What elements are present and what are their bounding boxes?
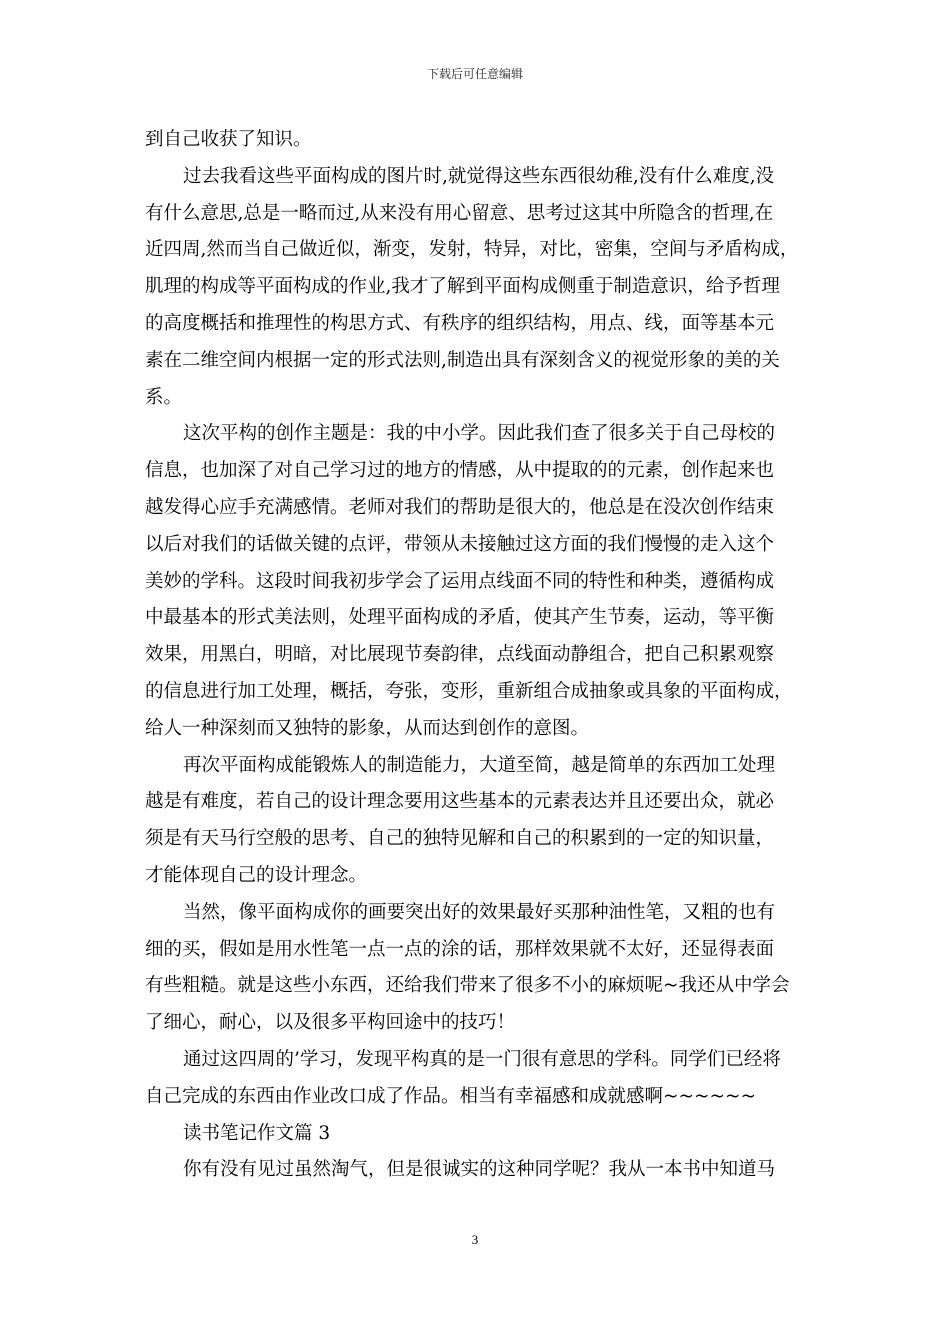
text-line: 美妙的学科。这段时间我初步学会了运用点线面不同的特性和种类，遵循构成 <box>145 570 775 592</box>
document-body <box>145 122 810 1189</box>
text-line: 这次平构的创作主题是：我的中小学。因此我们查了很多关于自己母校的 <box>183 423 776 445</box>
text-line: 给人一种深刻而又独特的影象，从而达到创作的意图。 <box>145 717 590 739</box>
text-line: 系。 <box>145 386 183 408</box>
text-line: 近四周,然而当自己做近似，渐变，发射，特异，对比，密集，空间与矛盾构成， <box>145 239 799 261</box>
text-line: 当然，像平面构成你的画要突出好的效果最好买那种油性笔，又粗的也有 <box>183 901 776 923</box>
text-line: 了细心，耐心，以及很多平构回途中的技巧！ <box>145 1012 516 1034</box>
text-line: 通过这四周的’学习，发现平构真的是一门很有意思的学科。同学们已经将 <box>183 1048 781 1070</box>
text-line: 越是有难度，若自己的设计理念要用这些基本的元素表达并且还要出众，就必 <box>145 791 775 813</box>
text-line: 过去我看这些平面构成的图片时,就觉得这些东西很幼稚,没有什么难度,没 <box>183 165 775 187</box>
page-number: 3 <box>471 1232 479 1247</box>
text-line: 有些粗糙。就是这些小东西，还给我们带来了很多不小的麻烦呢~我还从中学会 <box>145 975 790 997</box>
text-line: 须是有天马行空般的思考、自己的独特见解和自己的积累到的一定的知识量， <box>145 828 775 850</box>
text-line: 以后对我们的话做关键的点评，带领从未接触过这方面的我们慢慢的走入这个 <box>145 533 775 555</box>
text-line: 自己完成的东西由作业改口成了作品。相当有幸福感和成就感啊~~~~~~ <box>145 1085 757 1107</box>
text-line: 才能体现自己的设计理念。 <box>145 864 368 886</box>
text-line: 肌理的构成等平面构成的作业,我才了解到平面构成侧重于制造意识，给予哲理 <box>145 276 780 298</box>
text-line: 的信息进行加工处理，概括，夸张，变形，重新组合成抽象或具象的平面构成， <box>145 680 793 702</box>
text-line: 再次平面构成能锻炼人的制造能力，大道至简，越是简单的东西加工处理 <box>183 754 776 776</box>
text-line: 效果，用黑白，明暗，对比展现节奏韵律，点线面动静组合，把自己积累观察 <box>145 644 775 666</box>
text-line: 有什么意思,总是一略而过,从来没有用心留意、思考过这其中所隐含的哲理,在 <box>145 202 774 224</box>
text-line: 到自己收获了知识。 <box>145 129 312 150</box>
text-line: 越发得心应手充满感情。老师对我们的帮助是很大的，他总是在没次创作结束 <box>145 496 775 518</box>
text-line: 素在二维空间内根据一定的形式法则,制造出具有深刻含义的视觉形象的美的关 <box>145 349 780 371</box>
text-line: 中最基本的形式美法则，处理平面构成的矛盾，使其产生节奏，运动，等平衡 <box>145 607 775 629</box>
page-header: 下载后可任意编辑 <box>426 67 523 81</box>
text-line: 读书笔记作文篇 3 <box>183 1122 331 1144</box>
text-line: 细的买，假如是用水性笔一点一点的涂的话，那样效果就不太好，还显得表面 <box>145 938 775 960</box>
text-line: 你有没有见过虽然淘气，但是很诚实的这种同学呢？我从一本书中知道马 <box>183 1159 776 1181</box>
text-line: 的高度概括和推理性的构思方式、有秩序的组织结构，用点、线，面等基本元 <box>145 312 775 334</box>
text-line: 信息，也加深了对自己学习过的地方的情感，从中提取的的元素，创作起来也 <box>145 460 775 482</box>
